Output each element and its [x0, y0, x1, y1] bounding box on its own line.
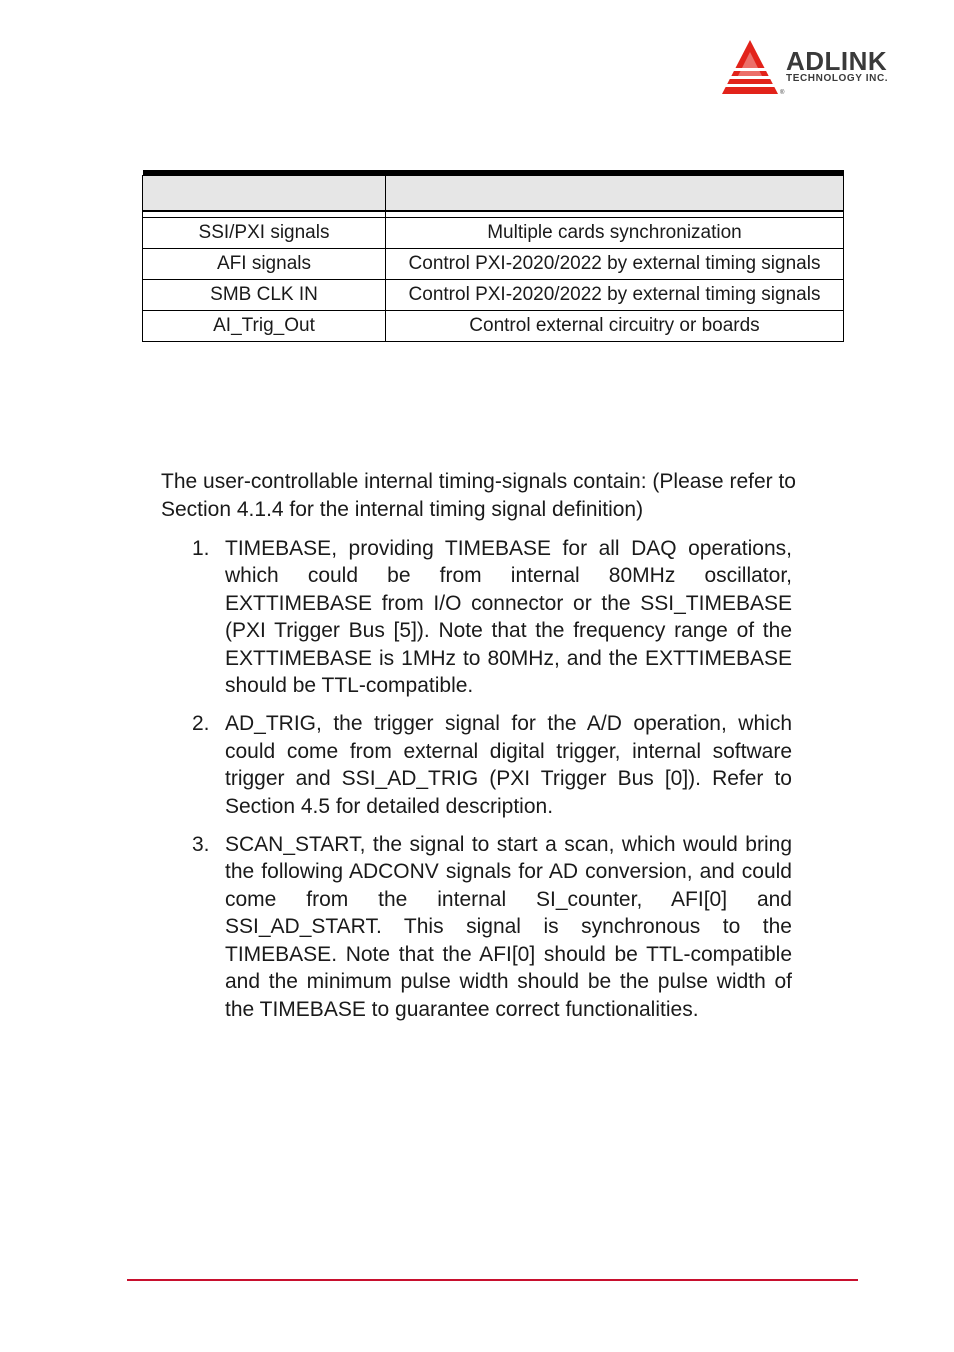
list-item-text: TIMEBASE, providing TIMEBASE for all DAQ operations, which could be from internal 80MHz oscillator, EXTTIMEBASE from I/O connector or the SSI_TIMEBASE (PXI Trigger Bus [5]). Note that the frequency range of the EXTTIMEBASE is 1MHz to 80MHz, and the EXTTIMEBASE should be TTL-compatible.	[225, 537, 792, 698]
table-cell-purpose: Control PXI-2020/2022 by external timing signals	[386, 249, 844, 280]
table-cell-signal: SSI/PXI signals	[143, 218, 386, 249]
table-cell-purpose: Control PXI-2020/2022 by external timing signals	[386, 280, 844, 311]
intro-paragraph: The user-controllable internal timing-signals contain: (Please refer to Section 4.1.4 for the internal timing signal definition)	[161, 470, 796, 521]
table-cell-purpose: Control external circuitry or boards	[386, 311, 844, 342]
table-row	[143, 280, 844, 311]
table-cell-signal: SMB CLK IN	[143, 280, 386, 311]
timing-signal-list	[192, 535, 792, 1034]
table-cell-purpose: Multiple cards synchronization	[386, 218, 844, 249]
list-item-number: 1.	[192, 537, 210, 560]
list-item-number: 3.	[192, 833, 210, 857]
table-cell-signal: AFI signals	[143, 249, 386, 280]
list-item	[192, 535, 792, 699]
list-item	[192, 831, 792, 1023]
table-cell-signal: AI_Trig_Out	[143, 311, 386, 342]
brand-registered: ®	[780, 90, 785, 96]
list-item-text: AD_TRIG, the trigger signal for the A/D operation, which could come from external digital trigger, internal software trigger and SSI_AD_TRIG (PXI Trigger Bus [0]). Refer to Section 4.5 for detailed description.	[225, 712, 792, 818]
adlink-logo	[722, 38, 912, 98]
list-item-text: SCAN_START, the signal to start a scan, which would bring the following ADCONV signals for AD conversion, and could come from the internal SI_counter, AFI[0] and SSI_AD_START. This signal is synchronous to the TIMEBASE. Note that the AFI[0] should be TTL-compatible and the minimum pulse width should be the pulse width of the TIMEBASE to guarantee correct functionalities.	[225, 833, 792, 1021]
table-row	[143, 218, 844, 249]
brand-name: ADLINK	[786, 46, 888, 76]
signal-table	[142, 170, 844, 342]
footer-rule	[127, 1279, 858, 1281]
list-item-number: 2.	[192, 712, 210, 736]
brand-tagline: TECHNOLOGY INC.	[786, 73, 889, 84]
table-header-row	[143, 176, 844, 212]
table-row	[143, 249, 844, 280]
adlink-triangle-icon	[722, 38, 785, 98]
table-row	[143, 311, 844, 342]
list-item	[192, 710, 792, 820]
